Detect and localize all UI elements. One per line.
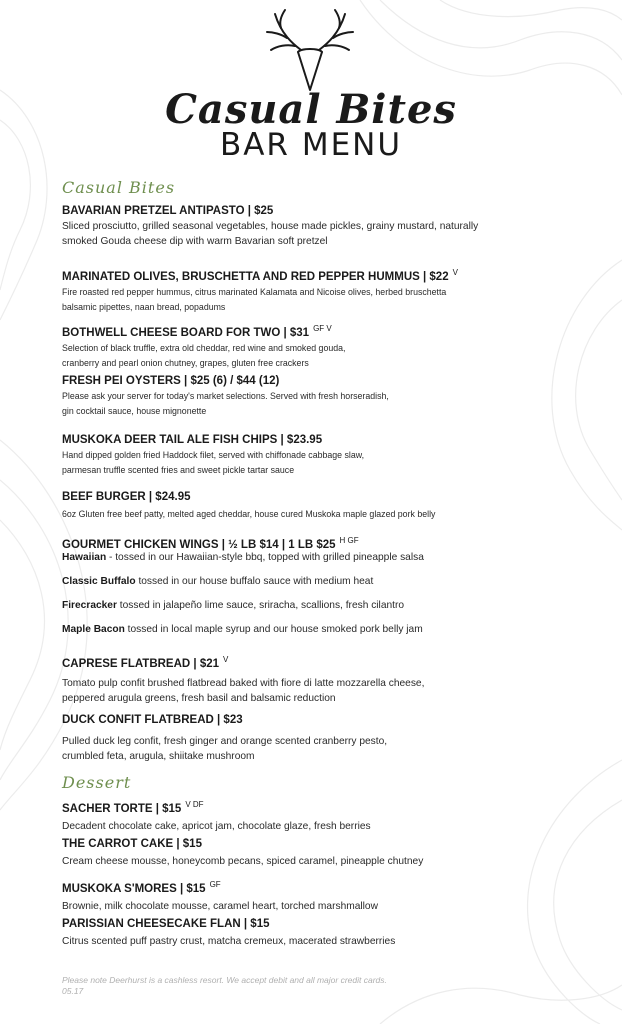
- flavour-description: tossed in jalapeño lime sauce, sriracha, scallions, fresh cilantro: [116, 600, 405, 611]
- item-title: MUSKOKA S'MORES | $15 $^{GF}$: [62, 880, 221, 895]
- item-title: BAVARIAN PRETZEL ANTIPASTO | $25: [62, 205, 274, 217]
- item-description: peppered arugula greens, fresh basil and balsamic reduction: [62, 693, 336, 704]
- wing-flavour: [62, 598, 542, 613]
- item-title: MARINATED OLIVES, BRUSCHETTA AND RED PEPPER HUMMUS | $22 $^V$: [62, 268, 458, 283]
- menu-item: [62, 265, 542, 315]
- item-title: PARISSIAN CHEESECAKE FLAN | $15: [62, 918, 270, 930]
- item-description: Citrus scented puff pastry crust, matcha cremeux, macerated strawberries: [62, 936, 396, 947]
- wing-flavour: [62, 622, 542, 637]
- item-description: Hand dipped golden fried Haddock filet, served with chiffonade cabbage slaw,: [62, 450, 365, 460]
- wing-flavour: [62, 574, 542, 589]
- item-description: Tomato pulp confit brushed flatbread baked with fiore di latte mozzarella cheese,: [62, 678, 425, 689]
- flavour-description: tossed in local maple syrup and our house smoked pork belly jam: [124, 624, 423, 635]
- dietary-tags: V: [223, 655, 229, 664]
- deer-antler-icon: [265, 8, 355, 94]
- item-description: Fire roasted red pepper hummus, citrus marinated Kalamata and Nicoise olives, herbed bruschetta: [62, 287, 447, 297]
- item-description: gin cocktail sauce, house mignonette: [62, 406, 207, 416]
- menu-title: BAR MENU: [219, 127, 403, 163]
- menu-item: [62, 433, 542, 478]
- item-description: balsamic pipettes, naan bread, popadums: [62, 302, 226, 312]
- flavour-name: Hawaiian: [62, 552, 107, 563]
- item-description: Pulled duck leg confit, fresh ginger and orange scented cranberry pesto,: [62, 736, 388, 747]
- menu-item: [62, 797, 542, 834]
- section-heading-casual-bites: Casual Bites: [62, 178, 176, 197]
- menu-item: [62, 490, 542, 522]
- item-description: cranberry and pearl onion chutney, grapes, gluten free crackers: [62, 358, 309, 368]
- item-description: Selection of black truffle, extra old cheddar, red wine and smoked gouda,: [62, 343, 346, 353]
- dietary-tags: GF V: [313, 324, 332, 333]
- item-title: GOURMET CHICKEN WINGS | ½ LB $14 | 1 LB $25 $^{H GF}$: [62, 536, 359, 551]
- item-description: crumbled feta, arugula, shiitake mushroom: [62, 751, 255, 762]
- dietary-tags: V: [452, 268, 458, 277]
- flavour-description: tossed in our house buffalo sauce with medium heat: [135, 576, 374, 587]
- item-title: DUCK CONFIT FLATBREAD | $23: [62, 714, 243, 726]
- item-title: MUSKOKA DEER TAIL ALE FISH CHIPS | $23.95: [62, 434, 323, 446]
- footer: [62, 975, 387, 997]
- section-heading-dessert: Dessert: [62, 773, 132, 792]
- item-title: BOTHWELL CHEESE BOARD FOR TWO | $31 $^{GF V}$: [62, 324, 332, 339]
- dietary-tags: V DF: [185, 800, 204, 809]
- payment-note: Please note Deerhurst is a cashless resort. We accept debit and all major credit cards.: [62, 975, 387, 985]
- item-description: Sliced prosciutto, grilled seasonal vegetables, house made pickles, grainy mustard, naturally: [62, 221, 479, 232]
- item-title: CAPRESE FLATBREAD | $21 $^V$: [62, 655, 229, 670]
- item-description: Cream cheese mousse, honeycomb pecans, spiced caramel, pineapple chutney: [62, 856, 424, 867]
- menu-item: [62, 204, 542, 249]
- item-title: THE CARROT CAKE | $15: [62, 838, 202, 850]
- item-title: FRESH PEI OYSTERS | $25 (6) / $44 (12): [62, 375, 280, 387]
- item-title: BEEF BURGER | $24.95: [62, 491, 191, 503]
- item-description: Decadent chocolate cake, apricot jam, chocolate glaze, fresh berries: [62, 821, 371, 832]
- item-description: parmesan truffle scented fries and sweet pickle tartar sauce: [62, 465, 295, 475]
- menu-version-code: 05.17: [62, 986, 84, 996]
- item-description: Brownie, milk chocolate mousse, caramel heart, torched marshmallow: [62, 901, 378, 912]
- menu-item: [62, 652, 542, 706]
- menu-item: [62, 713, 542, 764]
- item-description: 6oz Gluten free beef patty, melted aged cheddar, house cured Muskoka maple glazed pork belly: [62, 509, 436, 519]
- dietary-tags: GF: [209, 880, 221, 889]
- item-description: Please ask your server for today's market selections. Served with fresh horseradish,: [62, 391, 389, 401]
- flavour-name: Firecracker: [62, 600, 117, 611]
- menu-item: [62, 877, 542, 914]
- flavour-name: Maple Bacon: [62, 624, 125, 635]
- item-description: smoked Gouda cheese dip with warm Bavarian soft pretzel: [62, 236, 328, 247]
- menu-script-title: Casual Bites: [165, 86, 457, 133]
- menu-item: [62, 321, 542, 371]
- menu-item: [62, 837, 542, 869]
- menu-item: [62, 917, 542, 949]
- menu-item: [62, 374, 542, 419]
- flavour-description: - tossed in our Hawaiian-style bbq, topped with grilled pineapple salsa: [106, 552, 424, 563]
- flavour-name: Classic Buffalo: [62, 576, 136, 587]
- dietary-tags: H GF: [339, 536, 359, 545]
- wing-flavour: [62, 550, 542, 565]
- item-title: SACHER TORTE | $15 $^{V DF}$: [62, 800, 204, 815]
